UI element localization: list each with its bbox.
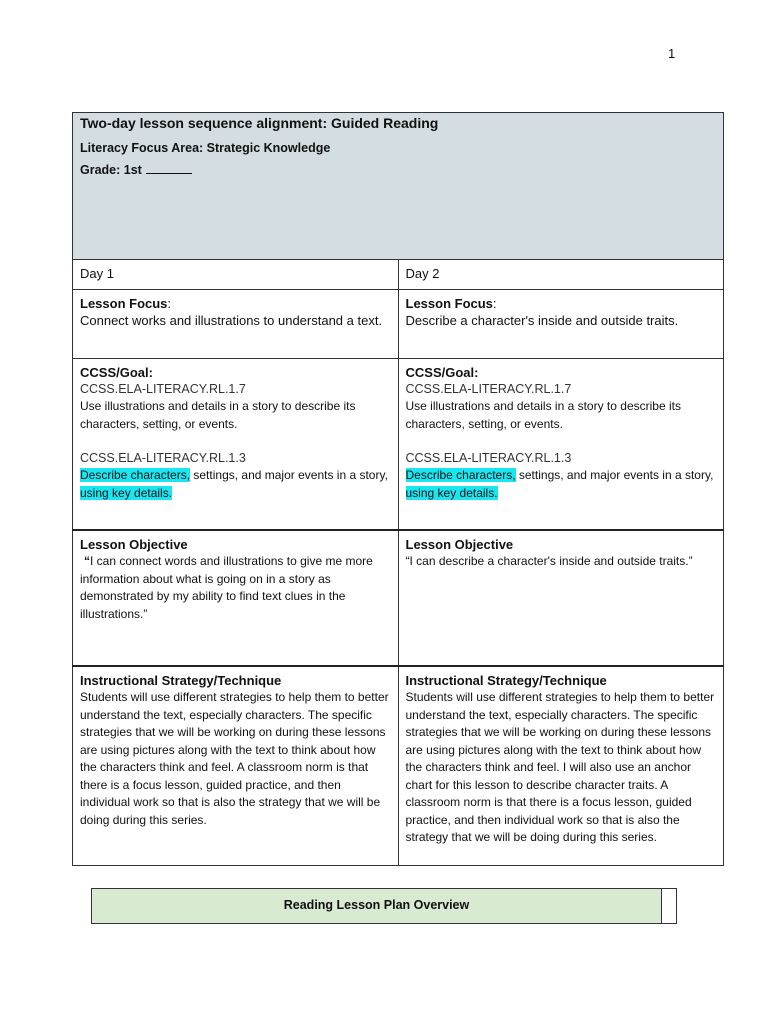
ccss-description-rl-1-3: Describe characters, settings, and major events in a story, using key details. <box>80 468 388 500</box>
ccss-goal-label: CCSS/Goal: <box>405 365 479 380</box>
ccss-goal-label: CCSS/Goal: <box>80 365 153 380</box>
instructional-strategy-text: Students will use different strategies to help them to better understand the text, especially characters. The specific strategies that we will be working on during these lessons are using pictures along with the text to think about how the characters think and feel. A classroom norm is that there is a focus lesson, guided practice, and then individual work so that is also the strategy that we will be doing during this series. <box>80 690 389 827</box>
table-header-cell <box>73 113 724 260</box>
day-1-ccss-cell <box>73 359 399 531</box>
lesson-objective-text: “I can describe a character's inside and outside traits.” <box>405 554 693 568</box>
highlighted-text: using key details. <box>80 485 173 500</box>
instructional-strategy-label: Instructional Strategy/Technique <box>80 673 282 688</box>
ccss-code-rl-1-7: CCSS.ELA-LITERACY.RL.1.7 <box>80 382 246 396</box>
day-1-heading: Day 1 <box>73 260 399 290</box>
literacy-focus-area: Literacy Focus Area: Strategic Knowledge <box>80 141 331 155</box>
ccss-description-rl-1-7: Use illustrations and details in a story to describe its characters, setting, or events. <box>405 399 681 431</box>
grade-line <box>80 161 716 179</box>
reading-lesson-plan-overview-bar <box>91 888 677 924</box>
ccss-code-rl-1-3: CCSS.ELA-LITERACY.RL.1.3 <box>405 451 572 465</box>
lesson-focus-text: Connect works and illustrations to understand a text. <box>80 313 383 328</box>
lesson-objective-label: Lesson Objective <box>80 537 188 552</box>
lesson-objective-text: “I can connect words and illustrations to give me more information about what is going on in a story as demonstrated by my ability to find text clues in the illustrations.” <box>80 554 373 621</box>
day-2-ccss-cell <box>398 359 724 531</box>
ccss-description-rl-1-3: Describe characters, settings, and major events in a story, using key details. <box>405 468 714 500</box>
day-2-lesson-focus-cell <box>398 290 724 359</box>
lesson-focus-text: Describe a character's inside and outside traits. <box>405 313 679 328</box>
page-number: 1 <box>668 46 676 61</box>
day-1-strategy-cell <box>73 666 399 866</box>
day-2-objective-cell <box>398 530 724 666</box>
day-2-heading: Day 2 <box>398 260 724 290</box>
document-title: Two-day lesson sequence alignment: Guided Reading <box>80 115 439 131</box>
lesson-focus-label: Lesson Focus: <box>405 296 497 311</box>
day-1-lesson-focus-cell <box>73 290 399 359</box>
highlighted-text: Describe characters, <box>405 468 516 482</box>
highlighted-text: using key details. <box>405 485 498 500</box>
day-1-objective-cell <box>73 530 399 666</box>
instructional-strategy-label: Instructional Strategy/Technique <box>405 673 607 688</box>
ccss-description-rl-1-7: Use illustrations and details in a story to describe its characters, setting, or events. <box>80 399 356 431</box>
ccss-code-rl-1-3: CCSS.ELA-LITERACY.RL.1.3 <box>80 451 246 465</box>
highlighted-text: Describe characters, <box>80 468 191 482</box>
grade-label: Grade: 1st <box>80 163 142 177</box>
ccss-code-rl-1-7: CCSS.ELA-LITERACY.RL.1.7 <box>405 382 572 396</box>
grade-blank-line <box>146 161 192 174</box>
lesson-objective-label: Lesson Objective <box>405 537 514 552</box>
instructional-strategy-text: Students will use different strategies to help them to better understand the text, especially characters. The specific strategies that we will be working on during these lessons are using pictures along with the text to think about how the characters think and feel. I will also use an anchor chart for this lesson to describe character traits. A classroom norm is that there is a focus lesson, guided practice, and then individual work so that is also the strategy that we will be doing during this series. <box>405 690 715 844</box>
lesson-sequence-table <box>72 112 724 866</box>
lesson-focus-label: Lesson Focus: <box>80 296 172 311</box>
overview-title: Reading Lesson Plan Overview <box>92 889 662 923</box>
day-2-strategy-cell <box>398 666 724 866</box>
